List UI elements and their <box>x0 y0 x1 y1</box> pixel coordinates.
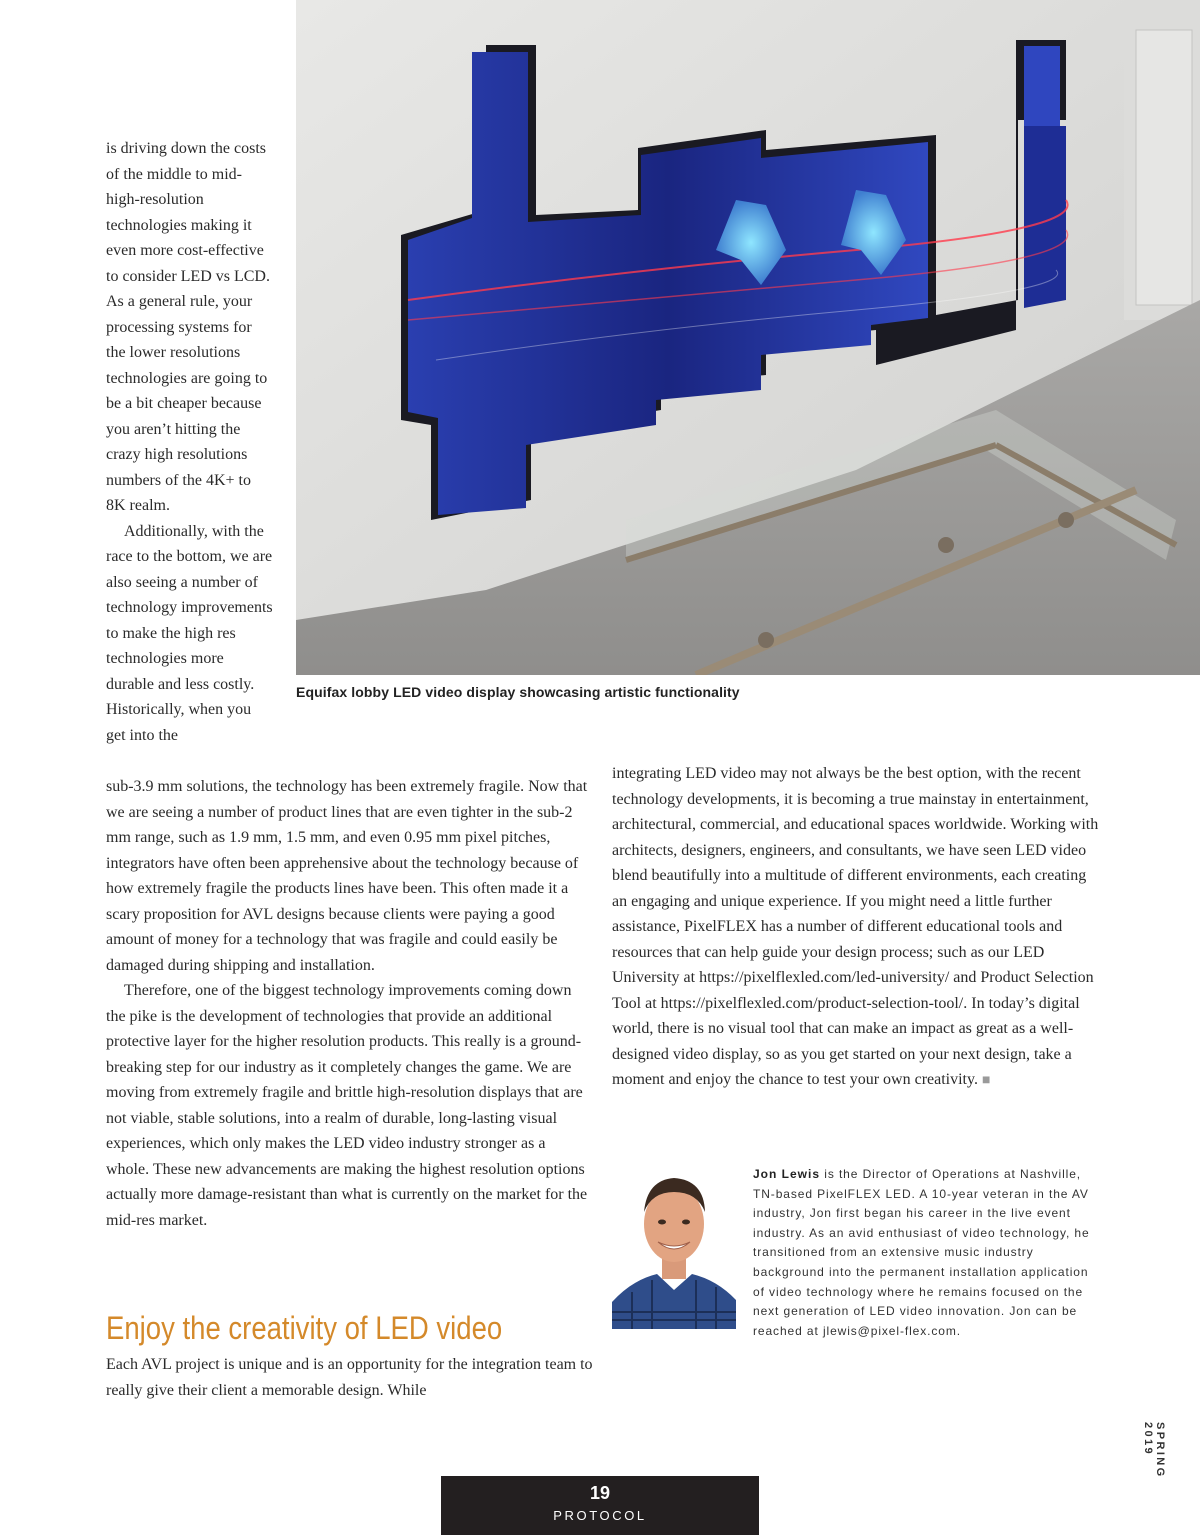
right-paragraph-text: integrating LED video may not always be the best option, with the recent technology developments, it is becoming a true mainstay in entertainment, architectural, commercial, and educational spaces worldwide. Working with architects, designers, engineers, and consultants, we have seen LED video blend beautifully into a multitude of different environments, each creating an engaging and unique experience. If you might need a little further assistance, PixelFLEX has a number of different educational tools and resources that can help guide your design process; such as our LED University at https://pixelflexled.com/led-university/ and Product Selection Tool at https://pixelflexled.com/product-selection-tool/. In today’s digital world, there is no visual tool that can make an impact as great as a well-designed video display, so as you get started on your next design, take a moment and enjoy the chance to test your own creativity. <box>612 765 1099 1088</box>
page-footer <box>441 1476 759 1535</box>
author-photo <box>612 1162 736 1329</box>
narrow-column <box>106 136 274 748</box>
section-heading: Enjoy the creativity of LED video <box>106 1310 503 1346</box>
publication-name: PROTOCOL <box>553 1508 647 1523</box>
left-column <box>106 774 592 1233</box>
narrow-paragraph-2: Additionally, with the race to the bottom, we are also seeing a number of technology improvements to make the high res technologies more durable and less costly. Historically, when you get into the <box>106 522 273 744</box>
narrow-paragraph-1: is driving down the costs of the middle to mid-high-resolution technologies making it even more cost-effective to consider LED vs LCD. As a general rule, your processing systems for the lower resolutions technologies are going to be a bit cheaper because you aren’t hitting the crazy high resolutions numbers of the 4K+ to 8K realm. <box>106 140 270 514</box>
author-bio-text: is the Director of Operations at Nashville, TN-based PixelFLEX LED. A 10-year veteran in the AV industry, Jon first began his career in the live event industry. As an avid enthusiast of video technology, he transitioned from an extensive music industry background into the permanent installation application of video technology where he remains focused on the next generation of LED video innovation. Jon can be reached at jlewis@pixel-flex.com. <box>753 1167 1090 1338</box>
author-bio <box>753 1165 1098 1341</box>
feature-photo <box>296 0 1200 675</box>
section-body <box>106 1352 596 1403</box>
section-paragraph: Each AVL project is unique and is an opportunity for the integration team to really give their client a memorable design. While <box>106 1356 593 1399</box>
right-paragraph-1 <box>612 761 1100 1094</box>
right-column <box>612 761 1100 1094</box>
left-paragraph-1: sub-3.9 mm solutions, the technology has been extremely fragile. Now that we are seeing a number of product lines that are even tighter in the sub-2 mm range, such as 1.9 mm, 1.5 mm, and even 0.95 mm pixel pitches, integrators have often been apprehensive about the technology because of how extremely fragile the products lines have been. This often made it a scary proposition for AVL designs because clients were paying a good amount of money for a technology that was fragile and could easily be damaged during shipping and installation. <box>106 778 588 974</box>
end-mark-icon: ■ <box>981 1073 991 1088</box>
issue-label: SPRING 2019 <box>1142 1422 1166 1479</box>
author-portrait-icon <box>612 1162 736 1329</box>
photo-caption: Equifax lobby LED video display showcasing artistic functionality <box>296 684 740 700</box>
author-name: Jon Lewis <box>753 1167 821 1181</box>
page-number: 19 <box>589 1483 611 1503</box>
led-wall-photo-icon <box>296 0 1200 675</box>
left-paragraph-2: Therefore, one of the biggest technology improvements coming down the pike is the development of technologies that provide an additional protective layer for the higher resolution products. This really is a ground-breaking step for our industry as it completely changes the game. We are moving from extremely fragile and brittle high-resolution displays that are not viable, stable solutions, into a realm of durable, long-lasting visual experiences, which only makes the LED video industry stronger as a whole. These new advancements are making the highest resolution options actually more damage-resistant than what is currently on the market for the mid-res market. <box>106 982 588 1229</box>
